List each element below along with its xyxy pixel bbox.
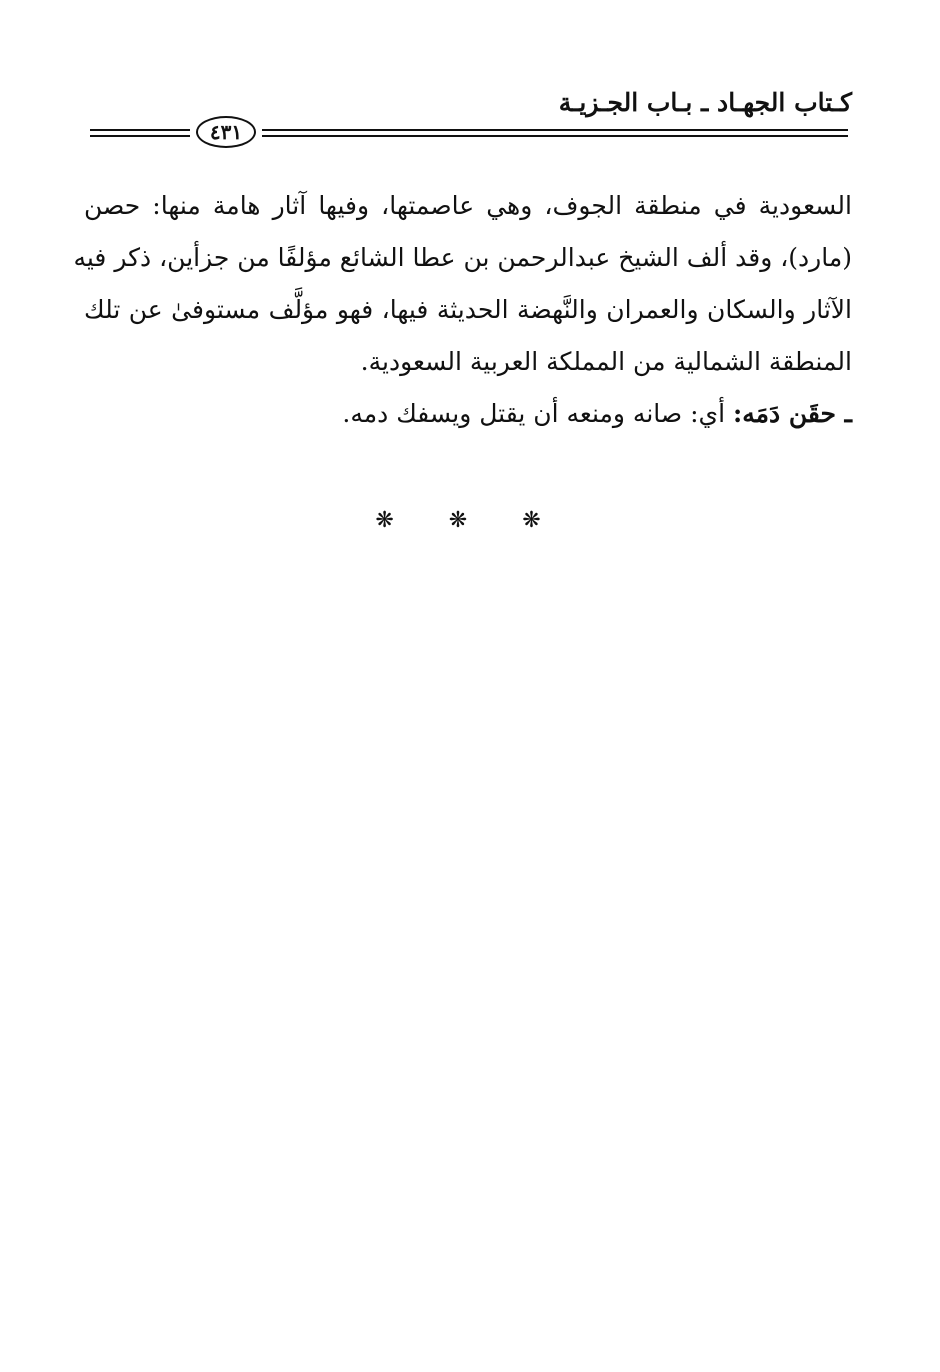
body-text [73, 180, 852, 440]
page-number: ٤٣١ [196, 116, 256, 148]
body-line: الآثار والسكان والعمران والنَّهضة الحديثة فيها، فهو مؤلَّف مستوفىٰ عن تلك [84, 295, 852, 324]
header-rule-left [90, 129, 190, 137]
body-line: السعودية في منطقة الجوف، وهي عاصمتها، وفيها آثار هامة منها: حصن [84, 191, 852, 220]
definition-term: ـ حقَن دَمَه: [732, 399, 852, 428]
running-header [84, 88, 852, 144]
definition-line [84, 388, 852, 440]
header-rule-right [262, 129, 848, 137]
body-line: المنطقة الشمالية من المملكة العربية السعودية. [360, 347, 852, 376]
body-line: (مارد)، وقد ألف الشيخ عبدالرحمن بن عطا الشائع مؤلفًا من جزأين، ذكر فيه [73, 243, 852, 272]
section-divider-ornament: ❋ ❋ ❋ [375, 508, 565, 533]
header-title: كـتاب الجهـاد ـ بـاب الجـزيـة [558, 88, 852, 117]
definition-text: أي: صانه ومنعه أن يقتل ويسفك دمه. [342, 399, 733, 428]
